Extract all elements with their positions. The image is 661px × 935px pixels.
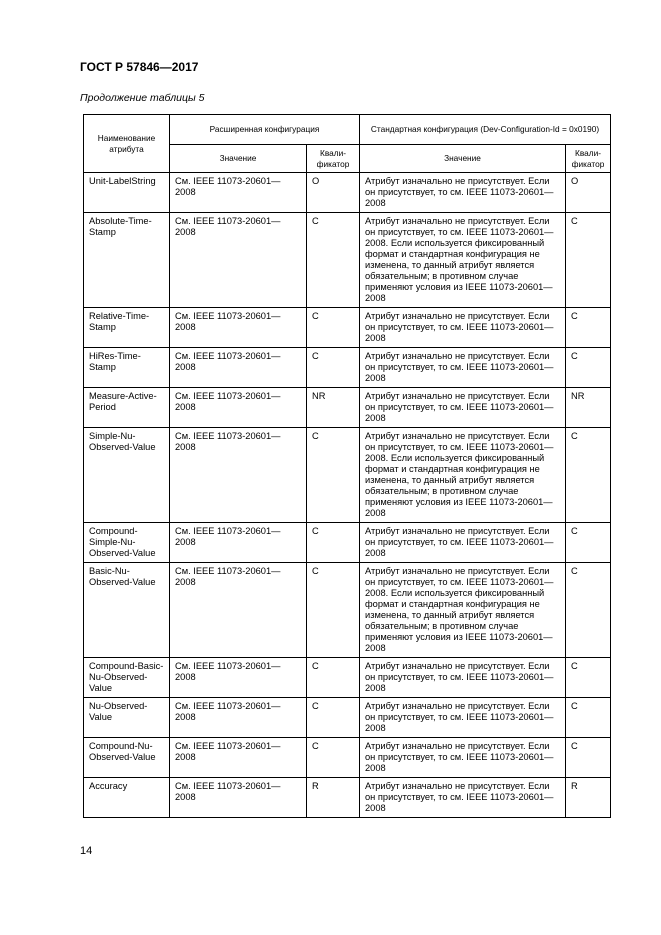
- standard-value-cell: Атрибут изначально не присутствует. Если он присутствует, то см. IEEE 11073-20601—2008: [360, 308, 566, 348]
- attribute-name-cell: Unit-LabelString: [84, 173, 170, 213]
- standard-qualifier-cell: C: [566, 738, 611, 778]
- standard-qualifier-cell: R: [566, 778, 611, 818]
- standard-qualifier-cell: C: [566, 213, 611, 308]
- attribute-name-cell: Relative-Time-Stamp: [84, 308, 170, 348]
- extended-value-cell: См. IEEE 11073-20601—2008: [170, 563, 307, 658]
- extended-qualifier-cell: C: [307, 348, 360, 388]
- header-attribute-name: Наименование атрибута: [84, 115, 170, 173]
- extended-qualifier-cell: C: [307, 658, 360, 698]
- attribute-name-cell: Simple-Nu-Observed-Value: [84, 428, 170, 523]
- attribute-name-cell: Nu-Observed-Value: [84, 698, 170, 738]
- standard-value-cell: Атрибут изначально не присутствует. Если он присутствует, то см. IEEE 11073-20601—2008: [360, 348, 566, 388]
- attribute-name-cell: Accuracy: [84, 778, 170, 818]
- standard-value-cell: Атрибут изначально не присутствует. Если он присутствует, то см. IEEE 11073-20601—2008: [360, 658, 566, 698]
- attribute-name-cell: Absolute-Time-Stamp: [84, 213, 170, 308]
- extended-qualifier-cell: C: [307, 738, 360, 778]
- table-row: [84, 778, 611, 818]
- table-row: [84, 563, 611, 658]
- extended-value-cell: См. IEEE 11073-20601—2008: [170, 173, 307, 213]
- extended-qualifier-cell: C: [307, 308, 360, 348]
- extended-value-cell: См. IEEE 11073-20601—2008: [170, 738, 307, 778]
- extended-qualifier-cell: O: [307, 173, 360, 213]
- table-row: [84, 738, 611, 778]
- extended-value-cell: См. IEEE 11073-20601—2008: [170, 523, 307, 563]
- attribute-name-cell: HiRes-Time-Stamp: [84, 348, 170, 388]
- extended-value-cell: См. IEEE 11073-20601—2008: [170, 658, 307, 698]
- extended-value-cell: См. IEEE 11073-20601—2008: [170, 348, 307, 388]
- header-extended-value: Значение: [170, 145, 307, 173]
- standard-value-cell: Атрибут изначально не присутствует. Если он присутствует, то см. IEEE 11073-20601—2008: [360, 173, 566, 213]
- extended-qualifier-cell: R: [307, 778, 360, 818]
- standard-value-cell: Атрибут изначально не присутствует. Если он присутствует, то см. IEEE 11073-20601—2008: [360, 388, 566, 428]
- table-row: [84, 388, 611, 428]
- standard-value-cell: Атрибут изначально не присутствует. Если он присутствует, то см. IEEE 11073-20601—2008: [360, 523, 566, 563]
- table-row: [84, 173, 611, 213]
- standard-value-cell: Атрибут изначально не присутствует. Если он присутствует, то см. IEEE 11073-20601—2008: [360, 778, 566, 818]
- standard-qualifier-cell: C: [566, 563, 611, 658]
- standard-value-cell: Атрибут изначально не присутствует. Если он присутствует, то см. IEEE 11073-20601—2008: [360, 738, 566, 778]
- standard-value-cell: Атрибут изначально не присутствует. Если он присутствует, то см. IEEE 11073-20601—2008. Если используется фиксированный формат и стандартная конфигурация не изменена, то данный атрибут является обязательным; в противном случае применяют условия из IEEE 11073-20601—2008: [360, 213, 566, 308]
- table-row: [84, 308, 611, 348]
- standard-qualifier-cell: C: [566, 428, 611, 523]
- extended-value-cell: См. IEEE 11073-20601—2008: [170, 308, 307, 348]
- attribute-table: [83, 114, 611, 818]
- standard-value-cell: Атрибут изначально не присутствует. Если он присутствует, то см. IEEE 11073-20601—2008. Если используется фиксированный формат и стандартная конфигурация не изменена, то данный атрибут является обязательным; в противном случае применяют условия из IEEE 11073-20601—2008: [360, 563, 566, 658]
- attribute-name-cell: Basic-Nu-Observed-Value: [84, 563, 170, 658]
- standard-value-cell: Атрибут изначально не присутствует. Если он присутствует, то см. IEEE 11073-20601—2008: [360, 698, 566, 738]
- header-extended-qualifier: Квали-фикатор: [307, 145, 360, 173]
- table-row: [84, 428, 611, 523]
- table-row: [84, 658, 611, 698]
- table-row: [84, 348, 611, 388]
- standard-qualifier-cell: C: [566, 658, 611, 698]
- table-row: [84, 213, 611, 308]
- table-continuation-caption: Продолжение таблицы 5: [80, 92, 205, 104]
- extended-value-cell: См. IEEE 11073-20601—2008: [170, 388, 307, 428]
- standard-qualifier-cell: NR: [566, 388, 611, 428]
- extended-qualifier-cell: NR: [307, 388, 360, 428]
- extended-value-cell: См. IEEE 11073-20601—2008: [170, 698, 307, 738]
- header-standard-qualifier: Квали-фикатор: [566, 145, 611, 173]
- header-standard-config: Стандартная конфигурация (Dev-Configuration-Id = 0x0190): [360, 115, 611, 145]
- extended-value-cell: См. IEEE 11073-20601—2008: [170, 428, 307, 523]
- page-number: 14: [80, 845, 93, 857]
- extended-value-cell: См. IEEE 11073-20601—2008: [170, 778, 307, 818]
- extended-qualifier-cell: C: [307, 563, 360, 658]
- attribute-name-cell: Compound-Basic-Nu-Observed-Value: [84, 658, 170, 698]
- table-body: [84, 173, 611, 818]
- extended-qualifier-cell: C: [307, 523, 360, 563]
- standard-qualifier-cell: O: [566, 173, 611, 213]
- table-row: [84, 698, 611, 738]
- standard-value-cell: Атрибут изначально не присутствует. Если он присутствует, то см. IEEE 11073-20601—2008. Если используется фиксированный формат и стандартная конфигурация не изменена, то данный атрибут является обязательным; в противном случае применяют условия из IEEE 11073-20601—2008: [360, 428, 566, 523]
- extended-qualifier-cell: C: [307, 213, 360, 308]
- attribute-name-cell: Compound-Simple-Nu-Observed-Value: [84, 523, 170, 563]
- header-standard-value: Значение: [360, 145, 566, 173]
- attribute-name-cell: Measure-Active-Period: [84, 388, 170, 428]
- standard-qualifier-cell: C: [566, 348, 611, 388]
- standard-qualifier-cell: C: [566, 523, 611, 563]
- standard-qualifier-cell: C: [566, 698, 611, 738]
- standard-qualifier-cell: C: [566, 308, 611, 348]
- document-title: ГОСТ Р 57846—2017: [80, 60, 199, 74]
- extended-qualifier-cell: C: [307, 428, 360, 523]
- extended-value-cell: См. IEEE 11073-20601—2008: [170, 213, 307, 308]
- attribute-name-cell: Compound-Nu-Observed-Value: [84, 738, 170, 778]
- table-row: [84, 523, 611, 563]
- header-extended-config: Расширенная конфигурация: [170, 115, 360, 145]
- extended-qualifier-cell: C: [307, 698, 360, 738]
